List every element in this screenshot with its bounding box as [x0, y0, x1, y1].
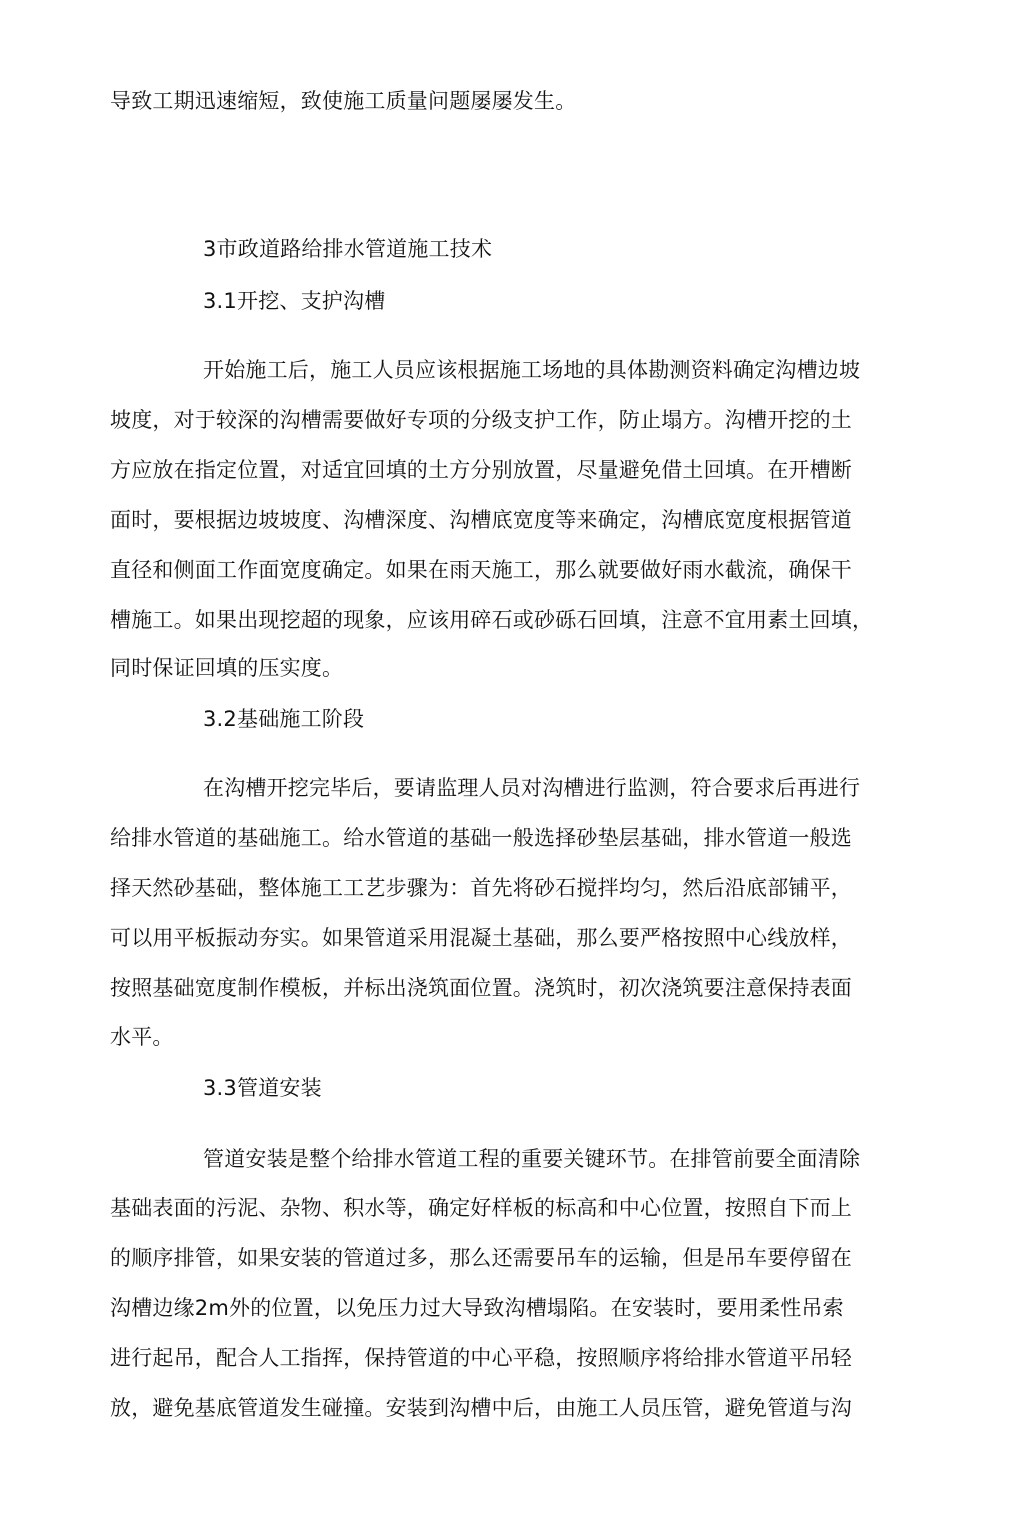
paragraph-line: 放，避免基底管道发生碰撞。安装到沟槽中后，由施工人员压管，避免管道与沟	[110, 1396, 852, 1420]
paragraph-line: 面时，要根据边坡坡度、沟槽深度、沟槽底宽度等来确定，沟槽底宽度根据管道	[110, 508, 852, 532]
paragraph-line: 在沟槽开挖完毕后，要请监理人员对沟槽进行监测，符合要求后再进行	[203, 776, 861, 800]
paragraph-line: 方应放在指定位置，对适宜回填的土方分别放置，尽量避免借土回填。在开槽断	[110, 458, 852, 482]
paragraph-line: 管道安装是整个给排水管道工程的重要关键环节。在排管前要全面清除	[203, 1147, 861, 1171]
paragraph-line: 沟槽边缘2m外的位置，以免压力过大导致沟槽塌陷。在安装时，要用柔性吊索	[110, 1296, 844, 1320]
subsection-heading: 3.2基础施工阶段	[203, 707, 365, 731]
paragraph-line: 开始施工后，施工人员应该根据施工场地的具体勘测资料确定沟槽边坡	[203, 358, 861, 382]
subsection-heading: 3.3管道安装	[203, 1076, 322, 1100]
paragraph-line: 坡度，对于较深的沟槽需要做好专项的分级支护工作，防止塌方。沟槽开挖的土	[110, 408, 852, 432]
paragraph-line: 进行起吊，配合人工指挥，保持管道的中心平稳，按照顺序将给排水管道平吊轻	[110, 1346, 852, 1370]
paragraph-line: 择天然砂基础，整体施工工艺步骤为：首先将砂石搅拌均匀，然后沿底部铺平，	[110, 876, 852, 900]
paragraph-line: 可以用平板振动夯实。如果管道采用混凝土基础，那么要严格按照中心线放样，	[110, 926, 852, 950]
paragraph-line: 同时保证回填的压实度。	[110, 656, 344, 680]
paragraph-line: 的顺序排管，如果安装的管道过多，那么还需要吊车的运输，但是吊车要停留在	[110, 1246, 852, 1270]
subsection-heading: 3.1开挖、支护沟槽	[203, 289, 386, 313]
paragraph-line: 给排水管道的基础施工。给水管道的基础一般选择砂垫层基础，排水管道一般选	[110, 826, 852, 850]
paragraph-line: 水平。	[110, 1025, 174, 1049]
paragraph-line: 直径和侧面工作面宽度确定。如果在雨天施工，那么就要做好雨水截流，确保干	[110, 558, 852, 582]
section-heading: 3市政道路给排水管道施工技术	[203, 237, 493, 261]
paragraph-line: 槽施工。如果出现挖超的现象，应该用碎石或砂砾石回填，注意不宜用素土回填，	[110, 608, 874, 632]
paragraph-line: 基础表面的污泥、杂物、积水等，确定好样板的标高和中心位置，按照自下而上	[110, 1196, 852, 1220]
paragraph-line: 导致工期迅速缩短，致使施工质量问题屡屡发生。	[110, 89, 577, 113]
paragraph-line: 按照基础宽度制作模板，并标出浇筑面位置。浇筑时，初次浇筑要注意保持表面	[110, 976, 852, 1000]
